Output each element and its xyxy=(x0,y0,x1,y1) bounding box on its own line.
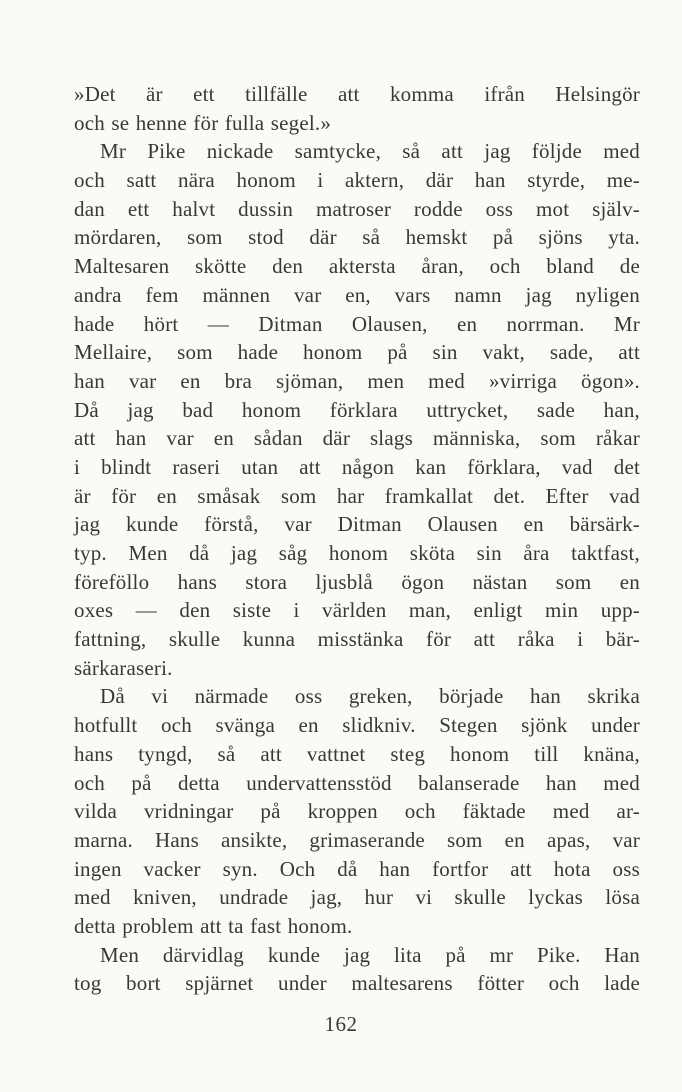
text-line: föreföllo hans stora ljusblå ögon nästan som en xyxy=(74,569,640,594)
text-line: typ. Men då jag såg honom sköta sin åra taktfast, xyxy=(74,541,640,565)
text-line: med kniven, undrade jag, hur vi skulle lyckas lösa xyxy=(74,885,640,910)
text-line: Mellaire, som hade honom på sin vakt, sade, att xyxy=(74,340,640,365)
page-number: 162 xyxy=(324,1012,358,1036)
text-line: Mr Pike nickade samtycke, så att jag följde med xyxy=(100,139,640,164)
text-line: hotfullt och svänga en slidkniv. Stegen sjönk under xyxy=(74,713,640,738)
body-text xyxy=(74,80,640,998)
text-line: och satt nära honom i aktern, där han styrde, me- xyxy=(74,168,640,193)
text-line: dan ett halvt dussin matroser rodde oss mot själv- xyxy=(74,196,640,221)
text-line: fattning, skulle kunna misstänka för att råka i bär- xyxy=(74,627,640,652)
text-line: hade hört — Ditman Olausen, en norrman. Mr xyxy=(74,311,640,336)
text-line: ingen vacker syn. Och då han fortfor att hota oss xyxy=(74,856,640,881)
text-line: vilda vridningar på kroppen och fäktade med ar- xyxy=(74,799,640,824)
text-line: och på detta undervattensstöd balanserade han med xyxy=(74,770,640,795)
text-line: marna. Hans ansikte, grimaserande som en apas, var xyxy=(74,827,640,852)
text-line: i blindt raseri utan att någon kan förklara, vad det xyxy=(74,454,640,479)
text-line: mördaren, som stod där så hemskt på sjöns yta. xyxy=(74,225,640,250)
text-line: Men därvidlag kunde jag lita på mr Pike. Han xyxy=(100,942,640,967)
text-line: att han var en sådan där slags människa, som råkar xyxy=(74,426,640,451)
text-line: han var en bra sjöman, men med »virriga ögon». xyxy=(74,368,640,393)
text-line: hans tyngd, så att vattnet steg honom till knäna, xyxy=(74,741,640,766)
text-line: Då vi närmade oss greken, började han skrika xyxy=(100,684,640,709)
text-line: tog bort spjärnet under maltesarens fötter och lade xyxy=(74,971,640,996)
text-line: särkaraseri. xyxy=(74,655,173,680)
text-line: Maltesaren skötte den aktersta åran, och bland de xyxy=(74,254,640,279)
text-line: jag kunde förstå, var Ditman Olausen en bärsärk- xyxy=(74,512,640,537)
text-line: och se henne för fulla segel.» xyxy=(74,110,332,135)
text-line: är för en småsak som har framkallat det. Efter vad xyxy=(74,483,640,508)
text-line: Då jag bad honom förklara uttrycket, sade han, xyxy=(74,397,640,422)
text-line: detta problem att ta fast honom. xyxy=(74,913,353,938)
text-line: oxes — den siste i världen man, enligt min upp- xyxy=(74,598,640,623)
text-line: »Det är ett tillfälle att komma ifrån Helsingör xyxy=(74,82,640,106)
text-line: andra fem männen var en, vars namn jag nyligen xyxy=(74,282,640,307)
